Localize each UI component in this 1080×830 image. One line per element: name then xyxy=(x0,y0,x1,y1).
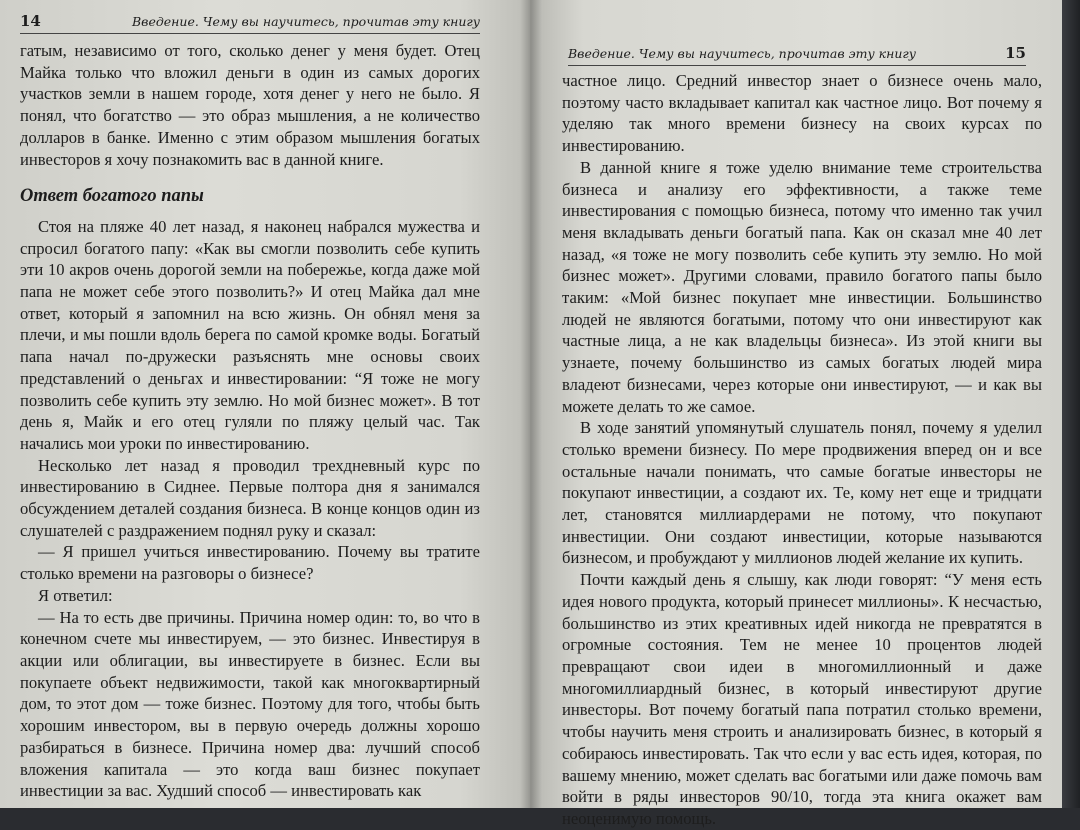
book-cover-edge xyxy=(1062,0,1080,808)
paragraph: В данной книге я тоже уделю внимание теме строительства бизнеса и анализу его эффективности, а также теме инвестирования с помощью бизнеса, потому что именно так учил меня вкладывать деньги богатый папа. Как он сказал мне 40 лет назад, «я тоже не могу позволить себе купить эту землю. Но мой бизнес может». Другими словами, правило богатого папы было таким: «Мой бизнес покупает мне инвестиции. Большинство людей не являются богатыми, потому что они инвестируют как частные лица, а не как владельцы бизнеса». Из этой книги вы узнаете, почему большинство из самых богатых людей мира владеют бизнесами, через которые они инвестируют, — и как вы можете делать то же самое. xyxy=(562,157,1042,416)
left-page-number: 14 xyxy=(20,12,41,30)
paragraph: Стоя на пляже 40 лет назад, я наконец набрался мужества и спросил богатого папу: «Как вы смогли позволить себе купить эти 10 акров очень дорогой земли на побережье, когда даже мой папа не может себе этого позволить?» И отец Майка дал мне ответ, который я запомнил на всю жизнь. Он обнял меня за плечи, и мы пошли вдоль берега по самой кромке воды. Богатый папа начал по-дружески разъяснять мне основы своих представлений о деньгах и инвестировании: “Я тоже не могу позволить себе купить эту землю. Но мой бизнес может». В тот день я, Майк и его отец гуляли по пляжу целый час. Так начались мои уроки по инвестированию. xyxy=(20,216,480,453)
left-body-text xyxy=(20,40,480,802)
right-body-text xyxy=(562,70,1042,830)
left-page xyxy=(0,0,540,808)
section-heading: Ответ богатого папы xyxy=(20,186,204,207)
right-running-head xyxy=(568,44,1026,66)
book-gutter-shadow xyxy=(520,0,542,808)
paragraph: Почти каждый день я слышу, как люди говорят: “У меня есть идея нового продукта, который принесет миллионы». К несчастью, большинство из этих креативных идей никогда не превратятся в огромные состояния. Тем не менее 10 процентов людей превращают свои идеи в многомиллионный и даже многомиллиардный бизнес, в который инвестируют другие инвесторы. Вот почему богатый папа потратил столько времени, чтобы научить меня строить и анализировать бизнес, в который я собираюсь инвестировать. Так что если у вас есть идея, которая, по вашему мнению, может сделать вас богатыми или даже помочь вам войти в ряды инвесторов 90/10, тогда эта книга окажет вам неоценимую помощь. xyxy=(562,570,1042,828)
paragraph: Я ответил: xyxy=(38,585,113,605)
right-running-head-title: Введение. Чему вы научитесь, прочитав эту книгу xyxy=(568,46,917,61)
paragraph: — Я пришел учиться инвестированию. Почему вы тратите столько времени на разговоры о бизнесе? xyxy=(20,542,480,584)
paragraph: — На то есть две причины. Причина номер один: то, во что в конечном счете мы инвестируем, — это бизнес. Инвестируя в акции или облигации, вы инвестируете в бизнес. Если вы покупаете объект недвижимости, такой как многоквартирный дом, то этот дом — тоже бизнес. Поэтому для того, чтобы быть хорошим инвестором, вы в первую очередь должны хорошо разбираться в бизнесе. Причина номер два: лучший способ вложения капитала — это когда ваш бизнес покупает инвестиции за вас. Худший способ — инвестировать как xyxy=(20,607,480,801)
left-running-head-title: Введение. Чему вы научитесь, прочитав эту книгу xyxy=(131,14,480,29)
right-page-number: 15 xyxy=(1005,44,1026,62)
paragraph: Несколько лет назад я проводил трехдневный курс по инвестированию в Сиднее. Первые полтора дня я занимался обсуждением деталей создания бизнеса. В конце концов один из слушателей с раздражением поднял руку и сказал: xyxy=(20,455,480,540)
paragraph: частное лицо. Средний инвестор знает о бизнесе очень мало, поэтому часто вкладывает капитал как частное лицо. Вот почему я уделяю так много времени бизнесу на своих курсах по инвестированию. xyxy=(562,71,1042,156)
left-running-head xyxy=(20,12,480,34)
right-page xyxy=(530,0,1062,828)
paragraph: В ходе занятий упомянутый слушатель понял, почему я уделил столько времени бизнесу. По мере продвижения вперед он и все остальные начали понимать, что самые богатые инвесторы не покупают инвестиции, а создают их. Те, кому нет еще и тридцати лет, становятся миллиардерами не потому, что покупают инвестиции. Они создают инвестиции, которые называются бизнесом, и пробуждают у миллионов людей желание их купить. xyxy=(562,418,1042,568)
paragraph: гатым, независимо от того, сколько денег у меня будет. Отец Майка только что вложил деньги в один из самых дорогих участков земли в нашем городе, хотя денег у него не было. Я понял, что богатство — это образ мышления, а не количество долларов в банке. Именно с этим образом мышления богатых инвесторов я хочу познакомить вас в данной книге. xyxy=(20,41,480,169)
